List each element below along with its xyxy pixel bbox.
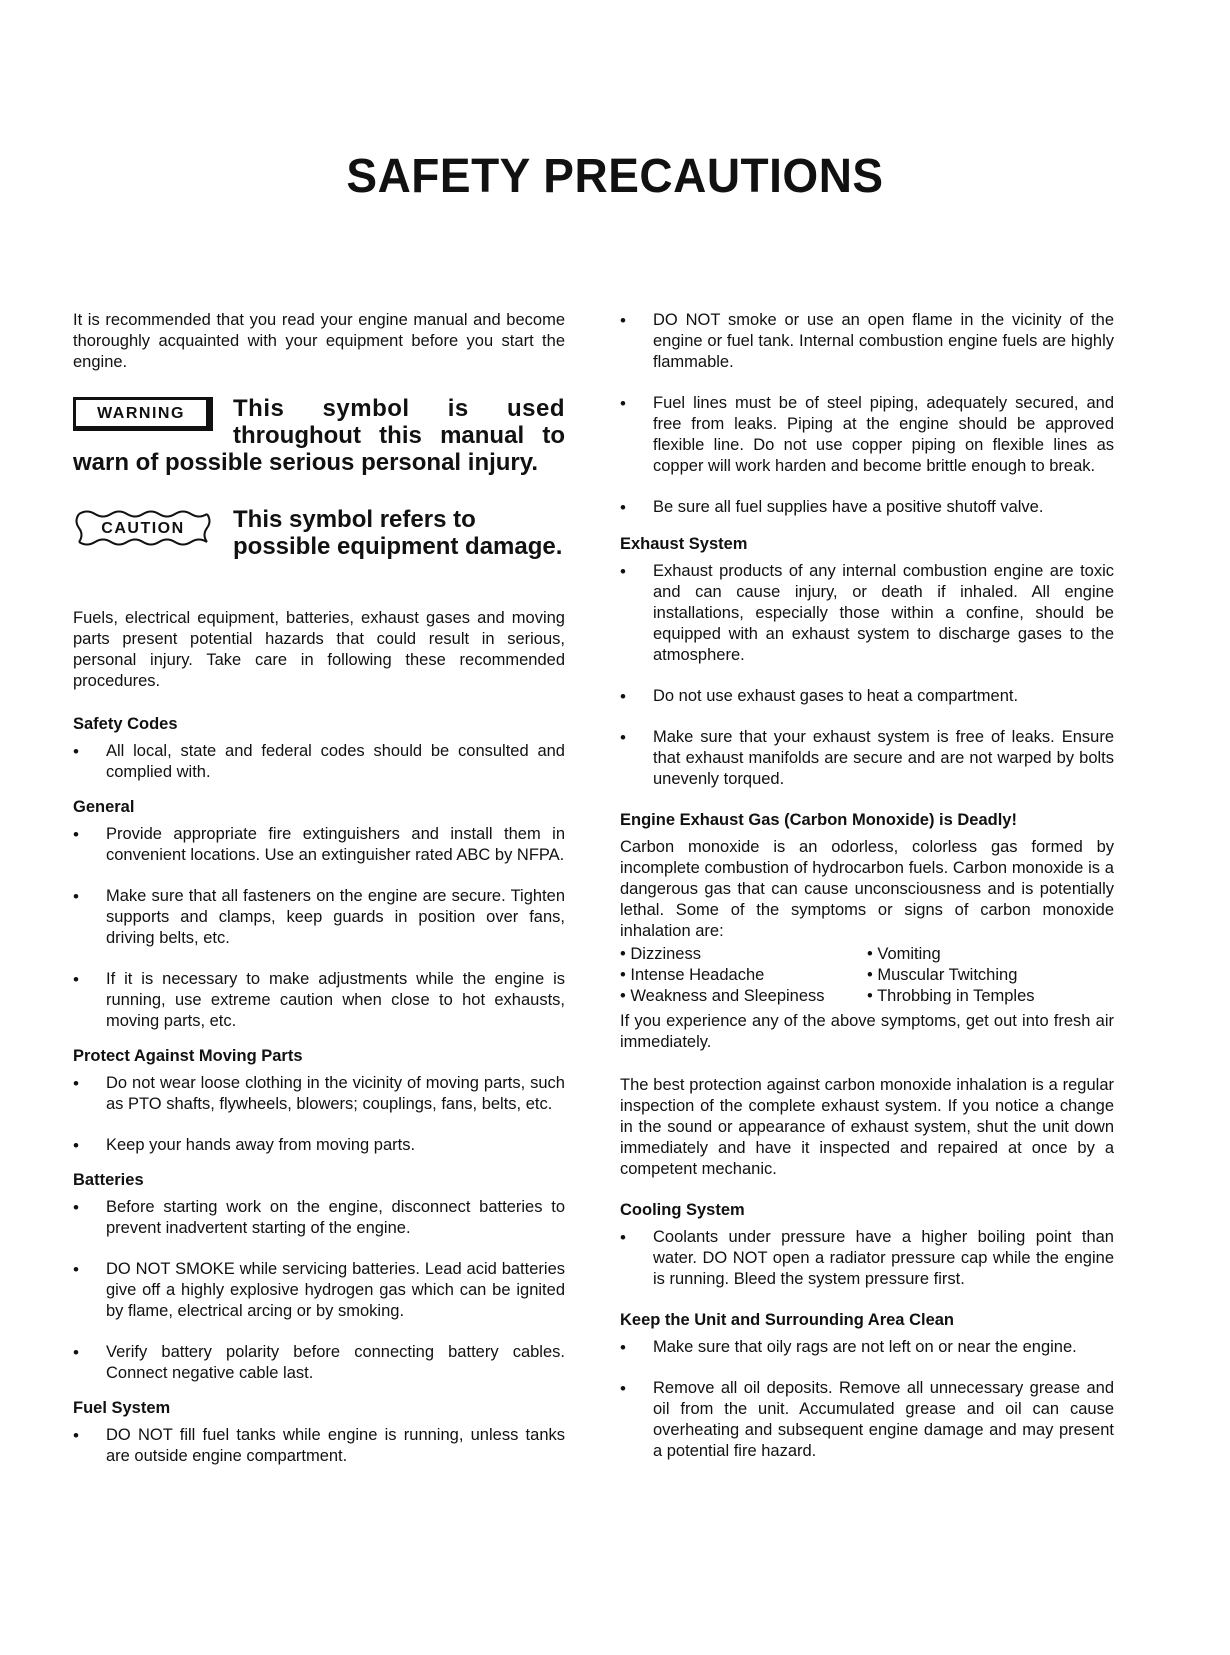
general-section	[73, 797, 565, 1032]
list-item: • All local, state and federal codes should be consulted and complied with.	[73, 741, 565, 783]
warning-text-line-2: throughout this manual to	[233, 422, 565, 449]
section-heading: General	[73, 798, 135, 816]
warning-text-line-3: warn of possible serious personal injury.	[73, 449, 538, 476]
symptom-item: • Intense Headache	[620, 966, 765, 984]
warning-badge: WARNING	[73, 397, 213, 431]
co-paragraph-2: If you experience any of the above symptoms, get out into fresh air immediately.	[620, 1012, 1114, 1051]
symptom-item: • Throbbing in Temples	[867, 987, 1035, 1005]
list-item: • Do not wear loose clothing in the vicinity of moving parts, such as PTO shafts, flywheels, blowers; couplings, fans, belts, etc.	[73, 1073, 565, 1115]
section-heading: Cooling System	[620, 1201, 745, 1219]
symptom-item: • Muscular Twitching	[867, 966, 1018, 984]
list-item: • Make sure that all fasteners on the engine are secure. Tighten supports and clamps, keep guards in position over fans, driving belts, etc.	[73, 886, 565, 949]
hazards-paragraph: Fuels, electrical equipment, batteries, exhaust gases and moving parts present potential hazards that could result in serious, personal injury. Take care in following these recommended procedures.	[73, 609, 565, 690]
symptoms-list	[620, 944, 1114, 1007]
section-heading: Keep the Unit and Surrounding Area Clean	[620, 1311, 955, 1329]
section-heading: Fuel System	[73, 1399, 171, 1417]
list-item: • Keep your hands away from moving parts.	[73, 1135, 565, 1156]
safety-codes-section	[73, 714, 565, 783]
symptom-item: • Dizziness	[620, 945, 701, 963]
list-item: • DO NOT fill fuel tanks while engine is running, unless tanks are outside engine compartment.	[73, 1425, 565, 1467]
list-item: • Make sure that your exhaust system is free of leaks. Ensure that exhaust manifolds are secure and are not warped by bolts unevenly torqued.	[620, 727, 1114, 790]
list-item: • Provide appropriate fire extinguishers and install them in convenient locations. Use an extinguisher rated ABC by NFPA.	[73, 824, 565, 866]
list-item: • Before starting work on the engine, disconnect batteries to prevent inadvertent starting of the engine.	[73, 1197, 565, 1239]
section-heading: Protect Against Moving Parts	[73, 1047, 303, 1065]
section-heading: Safety Codes	[73, 715, 178, 733]
list-item: • Remove all oil deposits. Remove all unnecessary grease and oil from the unit. Accumulated grease and oil can cause overheating and subsequent engine damage and may present a potential fire hazard.	[620, 1378, 1114, 1462]
section-heading: Exhaust System	[620, 535, 748, 553]
intro-paragraph: It is recommended that you read your engine manual and become thoroughly acquainted with your equipment before you start the engine.	[73, 311, 565, 371]
keep-clean-section	[620, 1310, 1114, 1462]
batteries-section	[73, 1170, 565, 1384]
list-item: • Verify battery polarity before connecting battery cables. Connect negative cable last.	[73, 1342, 565, 1384]
fuel-system-continued-list	[620, 310, 1114, 518]
list-item: • Do not use exhaust gases to heat a compartment.	[620, 686, 1114, 707]
list-item: • Exhaust products of any internal combustion engine are toxic and can cause injury, or death if inhaled. All engine installations, especially those within a confine, should be equipped with an exhaust system to discharge gases to the atmosphere.	[620, 561, 1114, 666]
caution-badge-label: CAUTION	[101, 519, 185, 537]
page-title: SAFETY PRECAUTIONS	[346, 147, 884, 203]
fuel-system-section	[73, 1398, 565, 1467]
co-paragraph-3: The best protection against carbon monoxide inhalation is a regular inspection of the complete exhaust system. If you notice a change in the sound or appearance of exhaust system, shut the unit down immediately and have it inspected and repaired at once by a competent mechanic.	[620, 1076, 1114, 1178]
caution-text: This symbol refers to possible equipment damage.	[233, 506, 563, 560]
left-column	[73, 310, 565, 1481]
right-column	[620, 310, 1114, 1476]
warning-symbol-block	[73, 395, 565, 476]
list-item: • Be sure all fuel supplies have a positive shutoff valve.	[620, 497, 1114, 518]
list-item: • If it is necessary to make adjustments while the engine is running, use extreme caution when close to hot exhausts, moving parts, etc.	[73, 969, 565, 1032]
list-item: • DO NOT smoke or use an open flame in the vicinity of the engine or fuel tank. Internal combustion engine fuels are highly flammable.	[620, 310, 1114, 373]
exhaust-section	[620, 534, 1114, 790]
list-item: • Coolants under pressure have a higher boiling point than water. DO NOT open a radiator pressure cap while the engine is running. Bleed the system pressure first.	[620, 1227, 1114, 1290]
carbon-monoxide-section	[620, 810, 1114, 1180]
section-heading: Engine Exhaust Gas (Carbon Monoxide) is Deadly!	[620, 811, 1017, 829]
symptom-item: • Weakness and Sleepiness	[620, 987, 825, 1005]
moving-parts-section	[73, 1046, 565, 1156]
symptom-item: • Vomiting	[867, 945, 941, 963]
co-paragraph-1: Carbon monoxide is an odorless, colorless gas formed by incomplete combustion of hydrocarbon fuels. Carbon monoxide is a dangerous gas that can cause unconsciousness and is potentially lethal. Some of the symptoms or signs of carbon monoxide inhalation are:	[620, 838, 1114, 940]
list-item: • Make sure that oily rags are not left on or near the engine.	[620, 1337, 1114, 1358]
caution-symbol-block	[73, 506, 565, 560]
cooling-section	[620, 1200, 1114, 1290]
caution-badge	[73, 508, 213, 548]
section-heading: Batteries	[73, 1171, 144, 1189]
warning-text-line-1: This symbol is used	[233, 395, 565, 422]
list-item: • DO NOT SMOKE while servicing batteries. Lead acid batteries give off a highly explosive hydrogen gas which can be ignited by flame, electrical arcing or by smoking.	[73, 1259, 565, 1322]
list-item: • Fuel lines must be of steel piping, adequately secured, and free from leaks. Piping at the engine should be approved flexible line. Do not use copper piping on flexible lines as copper will work harden and become brittle enough to break.	[620, 393, 1114, 477]
